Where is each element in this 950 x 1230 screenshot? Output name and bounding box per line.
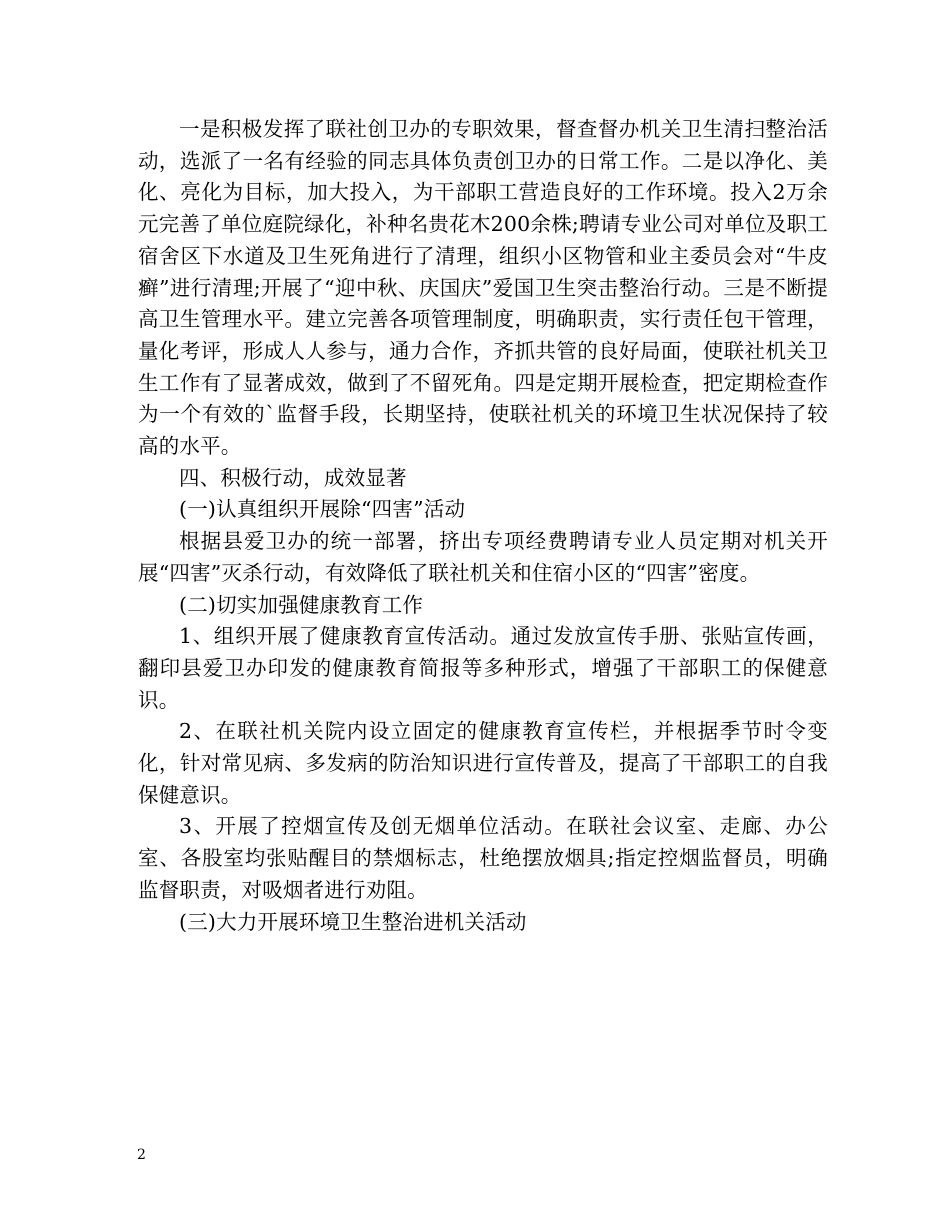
page-number: 2 — [137, 1147, 146, 1163]
paragraph-work-measures: 一是积极发挥了联社创卫办的专职效果，督查督办机关卫生清扫整治活动，选派了一名有经验的同志具体负责创卫办的日常工作。二是以净化、美化、亮化为目标，加大投入，为干部职工营造良好的工作环境。投入2万余元完善了单位庭院绿化，补种名贵花木200余株;聘请专业公司对单位及职工宿舍区下水道及卫生死角进行了清理，组织小区物管和业主委员会对“牛皮癣”进行清理;开展了“迎中秋、庆国庆”爱国卫生突击整治行动。三是不断提高卫生管理水平。建立完善各项管理制度，明确职责，实行责任包干管理，量化考评，形成人人参与，通力合作，齐抓共管的良好局面，使联社机关卫生工作有了显著成效，做到了不留死角。四是定期开展检查，把定期检查作为一个有效的`监督手段，长期坚持，使联社机关的环境卫生状况保持了较高的水平。 — [138, 117, 828, 459]
paragraph-health-education-1: 1、组织开展了健康教育宣传活动。通过发放宣传手册、张贴宣传画，翻印县爱卫办印发的健康教育简报等多种形式，增强了干部职工的保健意识。 — [138, 624, 828, 712]
paragraph-health-education-3: 3、开展了控烟宣传及创无烟单位活动。在联社会议室、走廊、办公室、各股室均张贴醒目的禁烟标志，杜绝摆放烟具;指定控烟监督员，明确监督职责，对吸烟者进行劝阻。 — [138, 814, 828, 902]
document-body — [138, 114, 828, 938]
paragraph-health-education-2: 2、在联社机关院内设立固定的健康教育宣传栏，并根据季节时令变化，针对常见病、多发病的防治知识进行宣传普及，提高了干部职工的自我保健意识。 — [138, 719, 828, 807]
subheading-pest-control: (一)认真组织开展除“四害”活动 — [179, 497, 466, 522]
subheading-health-education: (二)切实加强健康教育工作 — [179, 592, 424, 617]
paragraph-pest-control: 根据县爱卫办的统一部署，挤出专项经费聘请专业人员定期对机关开展“四害”灭杀行动，有效降低了联社机关和住宿小区的“四害”密度。 — [138, 529, 828, 585]
section-heading-four: 四、积极行动，成效显著 — [179, 465, 407, 490]
subheading-environment-cleanup: (三)大力开展环境卫生整治进机关活动 — [179, 909, 527, 934]
